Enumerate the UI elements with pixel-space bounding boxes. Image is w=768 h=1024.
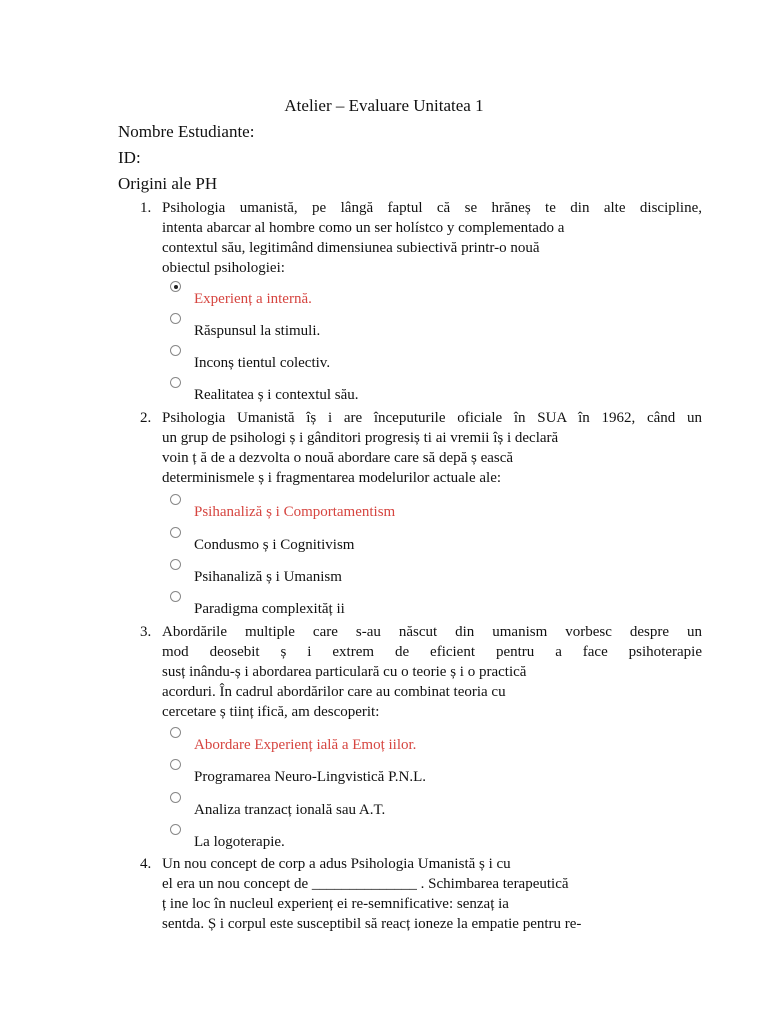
radio-button[interactable] bbox=[170, 527, 181, 538]
answer-option-label: Experienț a internă. bbox=[194, 291, 312, 307]
radio-button[interactable] bbox=[170, 759, 181, 770]
question-text-line: el era un nou concept de ______________ . Schimbarea terapeutică bbox=[162, 876, 569, 892]
question-number: 3. bbox=[140, 624, 152, 640]
question-text-line: voin ț ă de a dezvolta o nouă abordare care să depă ș ească bbox=[162, 450, 514, 466]
question-text-line: contextul său, legitimând dimensiunea subiectivă printr-o nouă bbox=[162, 240, 540, 256]
radio-button[interactable] bbox=[170, 824, 181, 835]
question-4 bbox=[140, 854, 702, 934]
page-title: Atelier – Evaluare Unitatea 1 bbox=[284, 96, 484, 115]
radio-button-selected[interactable] bbox=[170, 281, 181, 292]
radio-button[interactable] bbox=[170, 591, 181, 602]
radio-button[interactable] bbox=[170, 313, 181, 324]
question-number: 4. bbox=[140, 856, 152, 872]
question-text-line: Abordările multiple care s-au născut din umanism vorbesc despre un bbox=[162, 624, 702, 640]
question-text-line: acorduri. În cadrul abordărilor care au combinat teoria cu bbox=[162, 684, 506, 700]
answer-option-label: Psihanaliză ș i Umanism bbox=[194, 569, 342, 585]
question-number: 2. bbox=[140, 410, 152, 426]
question-text-line: determinismele ș i fragmentarea modelurilor actuale ale: bbox=[162, 470, 502, 486]
radio-button[interactable] bbox=[170, 727, 181, 738]
question-text-line: susț inându-ș i abordarea particulară cu o teorie ș i o practică bbox=[162, 664, 527, 680]
answer-option-label: Paradigma complexităț ii bbox=[194, 601, 345, 617]
answer-option-label: Psihanaliză ș i Comportamentism bbox=[194, 504, 396, 520]
question-text-line: Un nou concept de corp a adus Psihologia Umanistă ș i cu bbox=[162, 856, 511, 872]
answer-option-label: Inconș tientul colectiv. bbox=[194, 355, 331, 371]
question-2 bbox=[140, 408, 702, 488]
answer-option-label: Realitatea ș i contextul său. bbox=[194, 387, 359, 403]
answer-option-label: Programarea Neuro-Lingvistică P.N.L. bbox=[194, 769, 427, 785]
answer-option-label: Răspunsul la stimuli. bbox=[194, 323, 321, 339]
question-text-line: cercetare ș tiinț ifică, am descoperit: bbox=[162, 704, 380, 720]
question-text-line: obiectul psihologiei: bbox=[162, 260, 285, 276]
radio-button[interactable] bbox=[170, 494, 181, 505]
radio-button[interactable] bbox=[170, 377, 181, 388]
answer-option-label: Analiza tranzacț ională sau A.T. bbox=[194, 802, 386, 818]
radio-button[interactable] bbox=[170, 792, 181, 803]
question-text-line: mod deosebit ș i extrem de eficient pentru a face psihoterapie bbox=[162, 644, 702, 660]
radio-button[interactable] bbox=[170, 345, 181, 356]
answer-option-label: Abordare Experienț ială a Emoț iilor. bbox=[194, 737, 417, 753]
id-label: ID: bbox=[118, 148, 141, 167]
question-text-line: Psihologia umanistă, pe lângă faptul că se hrăneș te din alte discipline, bbox=[162, 200, 702, 216]
section-heading: Origini ale PH bbox=[118, 174, 218, 193]
question-text-line: sentda. Ș i corpul este susceptibil să reacț ioneze la empatie pentru re- bbox=[162, 916, 582, 932]
question-1 bbox=[140, 198, 702, 278]
student-name-label: Nombre Estudiante: bbox=[118, 122, 255, 141]
question-3 bbox=[140, 622, 702, 722]
radio-button[interactable] bbox=[170, 559, 181, 570]
question-text-line: Psihologia Umanistă îș i are începuturile oficiale în SUA în 1962, când un bbox=[162, 410, 702, 426]
question-text-line: un grup de psihologi ș i gânditori progresiș ti ai vremii îș i declară bbox=[162, 430, 559, 446]
question-number: 1. bbox=[140, 200, 152, 216]
answer-option-label: Condusmo ș i Cognitivism bbox=[194, 537, 355, 553]
question-text-line: ț ine loc în nucleul experienț ei re-semnificative: senzaț ia bbox=[162, 896, 509, 912]
answer-option-label: La logoterapie. bbox=[194, 834, 285, 850]
question-text-line: intenta abarcar al hombre como un ser holístco y complementado a bbox=[162, 220, 565, 236]
